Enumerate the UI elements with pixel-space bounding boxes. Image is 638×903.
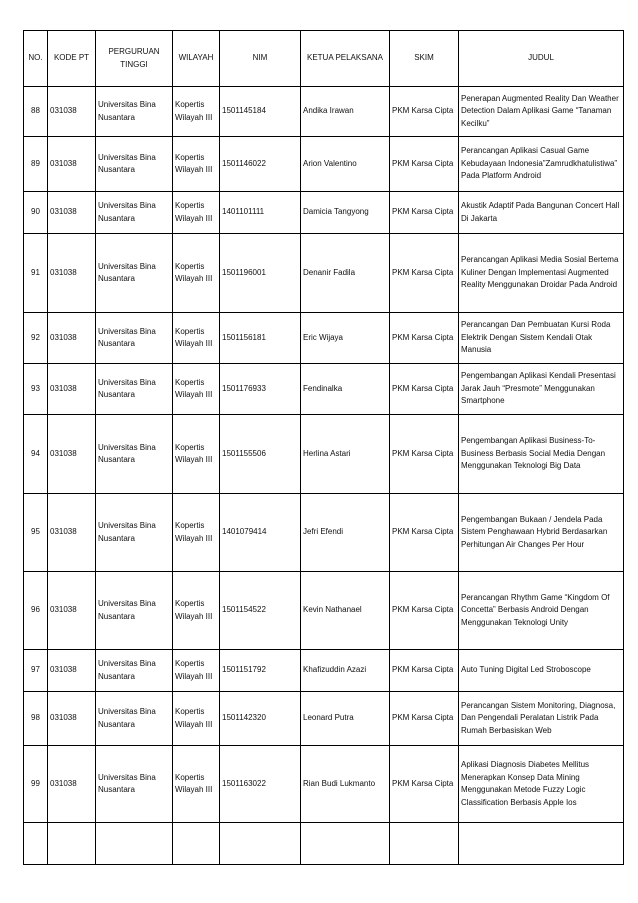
cell-perguruan-tinggi: Universitas Bina Nusantara — [96, 313, 173, 364]
cell-ketua-pelaksana: Jefri Efendi — [301, 494, 390, 572]
cell-kode-pt: 031038 — [48, 192, 96, 234]
table-row — [24, 364, 624, 415]
cell-ketua-pelaksana: Andika Irawan — [301, 87, 390, 137]
cell-no: 92 — [24, 313, 48, 364]
empty-cell — [459, 823, 624, 865]
cell-perguruan-tinggi: Universitas Bina Nusantara — [96, 692, 173, 746]
cell-judul: Aplikasi Diagnosis Diabetes Mellitus Menerapkan Konsep Data Mining Menggunakan Metode Fuzzy Logic Classification Berbasis Apple Ios — [459, 746, 624, 823]
empty-cell — [173, 823, 220, 865]
cell-wilayah: Kopertis Wilayah III — [173, 364, 220, 415]
table-row — [24, 692, 624, 746]
cell-ketua-pelaksana: Kevin Nathanael — [301, 572, 390, 650]
cell-no: 98 — [24, 692, 48, 746]
table-row — [24, 192, 624, 234]
table-header — [24, 31, 624, 87]
cell-nim: 1501154522 — [220, 572, 301, 650]
cell-no: 88 — [24, 87, 48, 137]
cell-judul: Pengembangan Aplikasi Business-To-Business Berbasis Social Media Dengan Menggunakan Teknologi Big Data — [459, 415, 624, 494]
cell-kode-pt: 031038 — [48, 746, 96, 823]
cell-kode-pt: 031038 — [48, 572, 96, 650]
cell-nim: 1501145184 — [220, 87, 301, 137]
header-skim: SKIM — [390, 31, 459, 87]
cell-nim: 1501146022 — [220, 137, 301, 192]
cell-skim: PKM Karsa Cipta — [390, 137, 459, 192]
cell-judul: Auto Tuning Digital Led Stroboscope — [459, 650, 624, 692]
cell-perguruan-tinggi: Universitas Bina Nusantara — [96, 650, 173, 692]
cell-ketua-pelaksana: Khafizuddin Azazi — [301, 650, 390, 692]
cell-kode-pt: 031038 — [48, 137, 96, 192]
cell-kode-pt: 031038 — [48, 415, 96, 494]
cell-nim: 1501196001 — [220, 234, 301, 313]
header-judul: JUDUL — [459, 31, 624, 87]
table-row — [24, 746, 624, 823]
cell-perguruan-tinggi: Universitas Bina Nusantara — [96, 364, 173, 415]
cell-kode-pt: 031038 — [48, 364, 96, 415]
cell-perguruan-tinggi: Universitas Bina Nusantara — [96, 572, 173, 650]
cell-nim: 1501151792 — [220, 650, 301, 692]
cell-kode-pt: 031038 — [48, 87, 96, 137]
cell-perguruan-tinggi: Universitas Bina Nusantara — [96, 415, 173, 494]
header-wilayah: WILAYAH — [173, 31, 220, 87]
cell-perguruan-tinggi: Universitas Bina Nusantara — [96, 137, 173, 192]
cell-perguruan-tinggi: Universitas Bina Nusantara — [96, 192, 173, 234]
cell-skim: PKM Karsa Cipta — [390, 313, 459, 364]
cell-judul: Penerapan Augmented Reality Dan Weather Detection Dalam Aplikasi Game “Tanaman Kecilku” — [459, 87, 624, 137]
cell-wilayah: Kopertis Wilayah III — [173, 494, 220, 572]
header-nim: NIM — [220, 31, 301, 87]
cell-kode-pt: 031038 — [48, 692, 96, 746]
cell-wilayah: Kopertis Wilayah III — [173, 192, 220, 234]
cell-perguruan-tinggi: Universitas Bina Nusantara — [96, 87, 173, 137]
cell-no: 89 — [24, 137, 48, 192]
empty-cell — [220, 823, 301, 865]
header-no: NO. — [24, 31, 48, 87]
cell-judul: Perancangan Sistem Monitoring, Diagnosa, Dan Pengendali Peralatan Listrik Pada Rumah Berbasiskan Web — [459, 692, 624, 746]
pkm-proposal-table — [23, 30, 624, 865]
cell-kode-pt: 031038 — [48, 313, 96, 364]
cell-kode-pt: 031038 — [48, 494, 96, 572]
cell-judul: Perancangan Dan Pembuatan Kursi Roda Elektrik Dengan Sistem Kendali Otak Manusia — [459, 313, 624, 364]
cell-kode-pt: 031038 — [48, 234, 96, 313]
cell-no: 93 — [24, 364, 48, 415]
cell-wilayah: Kopertis Wilayah III — [173, 415, 220, 494]
cell-skim: PKM Karsa Cipta — [390, 364, 459, 415]
cell-wilayah: Kopertis Wilayah III — [173, 87, 220, 137]
table-row — [24, 137, 624, 192]
cell-no: 90 — [24, 192, 48, 234]
cell-nim: 1501142320 — [220, 692, 301, 746]
table-row — [24, 87, 624, 137]
cell-wilayah: Kopertis Wilayah III — [173, 234, 220, 313]
cell-ketua-pelaksana: Eric Wijaya — [301, 313, 390, 364]
cell-nim: 1501163022 — [220, 746, 301, 823]
cell-skim: PKM Karsa Cipta — [390, 192, 459, 234]
cell-perguruan-tinggi: Universitas Bina Nusantara — [96, 494, 173, 572]
cell-kode-pt: 031038 — [48, 650, 96, 692]
cell-skim: PKM Karsa Cipta — [390, 87, 459, 137]
cell-ketua-pelaksana: Leonard Putra — [301, 692, 390, 746]
cell-no: 94 — [24, 415, 48, 494]
cell-wilayah: Kopertis Wilayah III — [173, 650, 220, 692]
cell-ketua-pelaksana: Rian Budi Lukmanto — [301, 746, 390, 823]
cell-nim: 1501155506 — [220, 415, 301, 494]
table-row — [24, 234, 624, 313]
cell-judul: Perancangan Aplikasi Casual Game Kebudayaan Indonesia”Zamrudkhatulistiwa” Pada Platform Android — [459, 137, 624, 192]
cell-wilayah: Kopertis Wilayah III — [173, 692, 220, 746]
cell-skim: PKM Karsa Cipta — [390, 650, 459, 692]
cell-perguruan-tinggi: Universitas Bina Nusantara — [96, 746, 173, 823]
cell-no: 91 — [24, 234, 48, 313]
cell-skim: PKM Karsa Cipta — [390, 572, 459, 650]
cell-ketua-pelaksana: Denanir Fadila — [301, 234, 390, 313]
cell-judul: Akustik Adaptif Pada Bangunan Concert Hall Di Jakarta — [459, 192, 624, 234]
cell-nim: 1501156181 — [220, 313, 301, 364]
table-row — [24, 650, 624, 692]
cell-skim: PKM Karsa Cipta — [390, 746, 459, 823]
empty-cell — [24, 823, 48, 865]
cell-wilayah: Kopertis Wilayah III — [173, 137, 220, 192]
cell-judul: Perancangan Rhythm Game “Kingdom Of Concetta” Berbasis Android Dengan Menggunakan Teknologi Unity — [459, 572, 624, 650]
cell-nim: 1401079414 — [220, 494, 301, 572]
table-row — [24, 313, 624, 364]
table-row-empty — [24, 823, 624, 865]
cell-ketua-pelaksana: Herlina Astari — [301, 415, 390, 494]
cell-wilayah: Kopertis Wilayah III — [173, 313, 220, 364]
empty-cell — [390, 823, 459, 865]
cell-no: 99 — [24, 746, 48, 823]
cell-skim: PKM Karsa Cipta — [390, 234, 459, 313]
header-ketua-pelaksana: KETUA PELAKSANA — [301, 31, 390, 87]
cell-judul: Pengembangan Aplikasi Kendali Presentasi Jarak Jauh “Presmote” Menggunakan Smartphone — [459, 364, 624, 415]
empty-cell — [96, 823, 173, 865]
cell-wilayah: Kopertis Wilayah III — [173, 572, 220, 650]
header-perguruan-tinggi: PERGURUAN TINGGI — [96, 31, 173, 87]
cell-wilayah: Kopertis Wilayah III — [173, 746, 220, 823]
cell-nim: 1401101111 — [220, 192, 301, 234]
cell-no: 95 — [24, 494, 48, 572]
table-row — [24, 572, 624, 650]
cell-ketua-pelaksana: Fendinalka — [301, 364, 390, 415]
empty-cell — [301, 823, 390, 865]
cell-no: 97 — [24, 650, 48, 692]
cell-skim: PKM Karsa Cipta — [390, 494, 459, 572]
cell-skim: PKM Karsa Cipta — [390, 692, 459, 746]
cell-nim: 1501176933 — [220, 364, 301, 415]
cell-judul: Perancangan Aplikasi Media Sosial Bertema Kuliner Dengan Implementasi Augmented Reality Menggunakan Droidar Pada Android — [459, 234, 624, 313]
cell-no: 96 — [24, 572, 48, 650]
header-kode-pt: KODE PT — [48, 31, 96, 87]
cell-ketua-pelaksana: Damicia Tangyong — [301, 192, 390, 234]
cell-skim: PKM Karsa Cipta — [390, 415, 459, 494]
cell-judul: Pengembangan Bukaan / Jendela Pada Sistem Penghawaan Hybrid Berdasarkan Perhitungan Air Changes Per Hour — [459, 494, 624, 572]
cell-ketua-pelaksana: Arion Valentino — [301, 137, 390, 192]
table-body — [24, 87, 624, 865]
cell-perguruan-tinggi: Universitas Bina Nusantara — [96, 234, 173, 313]
table-row — [24, 494, 624, 572]
table-row — [24, 415, 624, 494]
empty-cell — [48, 823, 96, 865]
